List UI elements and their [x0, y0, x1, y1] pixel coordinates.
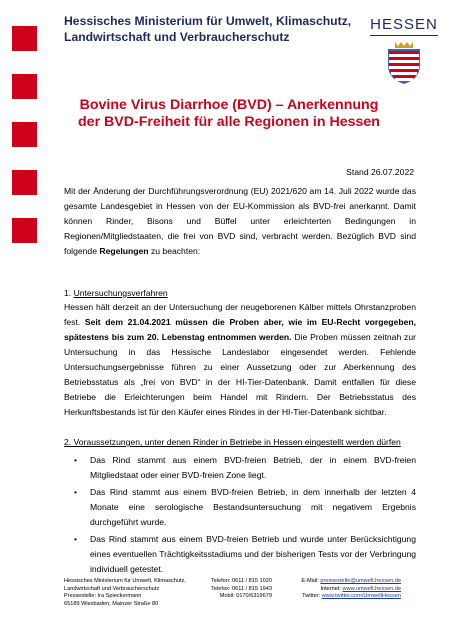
section-1-text-b: Die Proben müssen zeitnah zur Untersuchung in das Hessische Landeslabor eingesendet werden. Fehlende Untersuchungsergebnisse führen zu einer Aussetzung oder zur Aberkennung des Betriebsstatus als „frei von BVD“ in der HI-Tier-Datenbank. Damit entfallen für diese Betriebe die Erleichterungen beim Handel mit Rindern. Der Betriebsstatus des Herkunftsbestands ist für den Käufer eines Rindes in der HI-Tier-Datenbank sichtbar.: [64, 332, 416, 417]
section-2-heading-text: 2. Voraussetzungen, unter denen Rinder in Betriebe in Hessen eingestellt werden dürfen: [64, 437, 401, 447]
footer-twitter-link[interactable]: www.twitter.com/UmweltHessen: [321, 593, 401, 599]
section-1-heading-text: Untersuchungsverfahren: [73, 288, 168, 298]
ministry-name: [64, 14, 370, 45]
red-square-decoration: [12, 74, 37, 99]
footer-address-line: Hessisches Ministerium für Umwelt, Klimaschutz,: [64, 578, 186, 584]
document-date: Stand 26.07.2022: [346, 167, 414, 177]
footer-mobile-line: Mobil: 0170/6319679: [219, 593, 272, 599]
title-line-1: Bovine Virus Diarrhoe (BVD) – Anerkennung: [79, 97, 379, 113]
red-square-decoration: [12, 170, 37, 195]
section-1-bold: Seit dem 21.04.2021 müssen die Proben aber, wie im EU-Recht vorgegeben, spätestens bis zum 20. Lebenstag entnommen werden.: [64, 317, 416, 342]
footer-address-line: 65189 Wiesbaden, Mainzer Straße 80: [64, 600, 159, 607]
intro-text-a: Mit der Änderung der Durchführungsverordnung (EU) 2021/620 am 14. Juli 2022 wurde das gesamte Landesgebiet in Hessen von der EU-Kommission als BVD-frei anerkannt. Damit können Rinder, Bisons und Büffel unter erleichterten Bedingungen in Regionen/Mitgliedstaaten, die frei von BVD sind, verbracht werden. Bezüglich BVD sind folgende: [64, 186, 416, 256]
bullet-icon: •: [74, 534, 78, 544]
list-item-text: Das Rind stammt aus einem BVD-freien Betrieb, in dem innerhalb der letzten 4 Monate eine serologische Bestandsuntersuchung mit negativem Ergebnis durchgeführt wurde.: [90, 487, 416, 527]
list-item-text: Das Rind stammt aus einem BVD-freien Betrieb und wurde unter Berücksichtigung eines eventuellen Trächtigkeitsstadiums und der bisherigen Tests vor der Verbringung individuell getestet.: [90, 534, 416, 574]
footer-contact: [286, 578, 401, 601]
hessen-logo: [366, 16, 442, 86]
footer-twitter-label: Twitter:: [302, 593, 321, 599]
logo-wordmark: HESSEN: [366, 16, 442, 33]
footer-email-link[interactable]: pressestelle@umwelt.hessen.de: [320, 578, 401, 584]
ministry-line-1: Hessisches Ministerium für Umwelt, Klimaschutz,: [64, 14, 352, 28]
list-item: [64, 532, 416, 577]
red-square-decoration: [12, 26, 37, 51]
footer-address-line: Landwirtschaft und Verbraucherschutz: [64, 585, 160, 592]
document-title: [64, 97, 394, 131]
bullet-icon: •: [74, 487, 78, 497]
list-item: [64, 453, 416, 483]
section-1-number: 1.: [64, 288, 74, 298]
intro-text-b: zu beachten:: [148, 246, 201, 256]
footer-email-label: E-Mail:: [301, 578, 319, 584]
lion-crest-icon: [384, 39, 424, 85]
intro-paragraph: [64, 184, 416, 259]
footer-internet-label: Internet:: [320, 585, 341, 592]
footer-fax-line: Telefax: 0611 / 815 1943: [211, 585, 272, 592]
footer-phone: [172, 578, 272, 601]
ministry-line-2: Landwirtschaft und Verbraucherschutz: [64, 29, 290, 44]
red-square-decoration: [12, 122, 37, 147]
list-item-text: Das Rind stammt aus einem BVD-freien Betrieb, der in einem BVD-freien Mitgliedstaat oder einer BVD-freien Zone liegt.: [90, 455, 416, 480]
red-square-decoration: [12, 218, 37, 243]
page-footer: [64, 578, 440, 618]
section-1-heading: [64, 286, 416, 301]
requirements-list: [64, 453, 416, 579]
title-line-2: der BVD-Freiheit für alle Regionen in Hessen: [78, 114, 380, 130]
list-item: [64, 485, 416, 530]
bullet-icon: •: [74, 455, 78, 465]
section-1-text-a: Hessen hält derzeit an der Untersuchung der neugeborenen Kälber mittels Ohrstanzproben fest.: [64, 302, 416, 327]
intro-bold: Regelungen: [99, 246, 149, 256]
footer-website-link[interactable]: www.umwelt.hessen.de: [342, 585, 401, 592]
decorative-sidebar: [0, 0, 40, 638]
section-2-heading: [64, 435, 416, 450]
footer-address-line: Pressestelle: Ira Spieckermann: [64, 593, 142, 599]
footer-phone-line: Telefon: 0611 / 815 1020: [210, 578, 272, 584]
section-1-paragraph: [64, 300, 416, 420]
